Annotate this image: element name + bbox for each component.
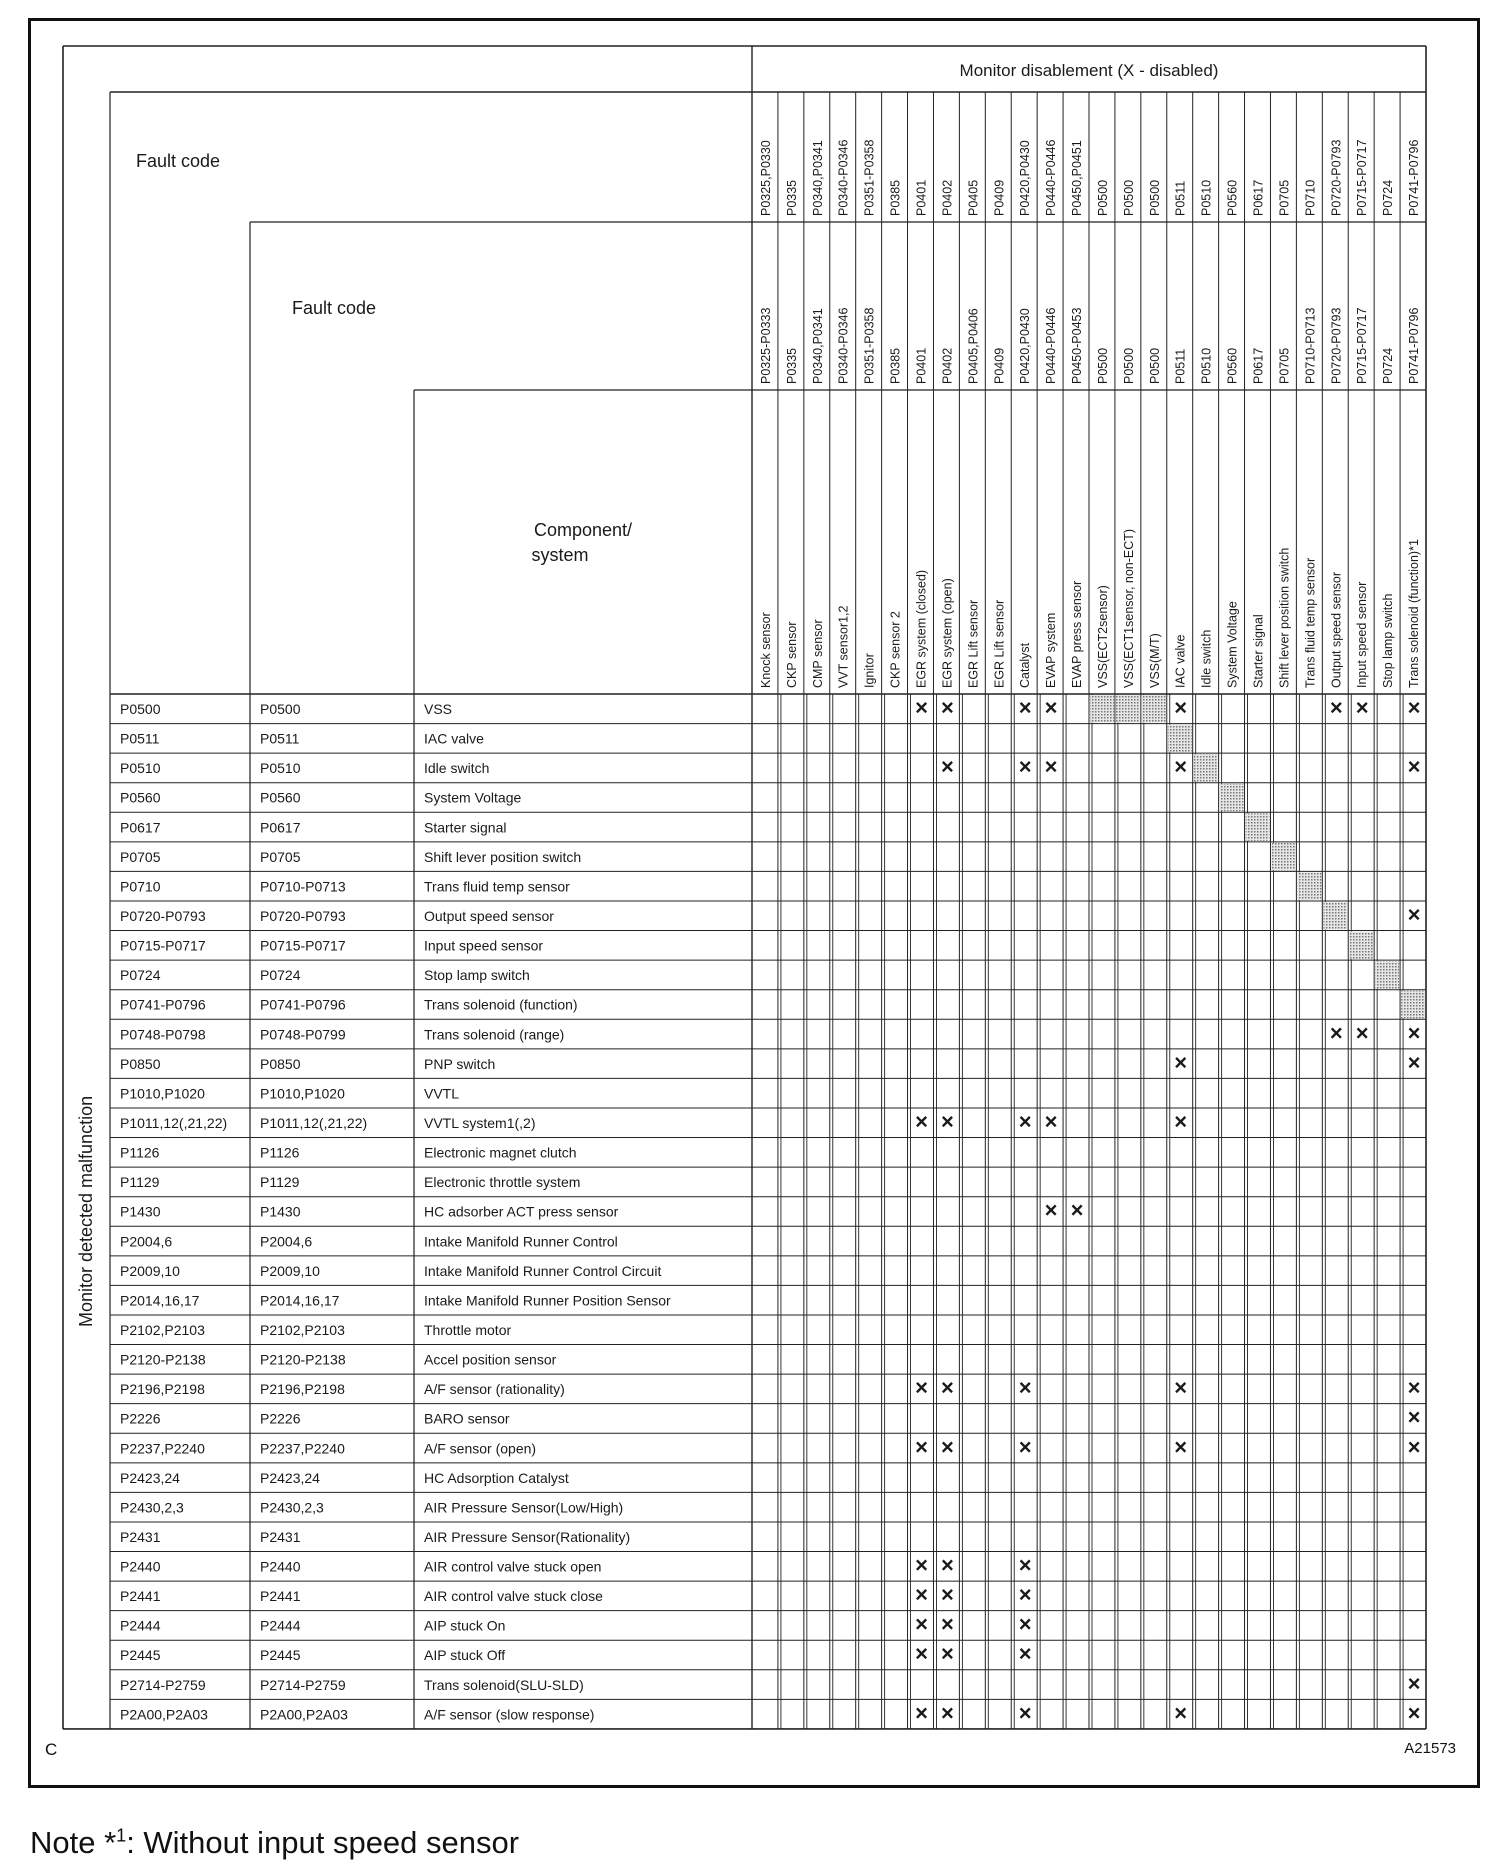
- disable-x-mark: ×: [1407, 695, 1421, 720]
- disable-x-mark: ×: [940, 1375, 954, 1401]
- shaded-cell: [1116, 695, 1140, 723]
- note-prefix: Note *: [30, 1825, 117, 1860]
- row-code-top: P2423,24: [120, 1469, 180, 1486]
- disable-x-mark: ×: [940, 754, 954, 780]
- col-code-top: P0385: [888, 179, 903, 216]
- col-component: CKP sensor: [784, 621, 799, 688]
- col-code-top: P0325,P0330: [758, 140, 773, 216]
- row-code-mid: P1010,P1020: [260, 1085, 345, 1102]
- col-code-top: P0420,P0430: [1018, 140, 1033, 216]
- col-component: Idle switch: [1199, 629, 1214, 688]
- row-code-top: P1129: [120, 1174, 160, 1191]
- disable-x-mark: ×: [1018, 1582, 1032, 1608]
- row-code-mid: P2A00,P2A03: [260, 1706, 348, 1723]
- shaded-cell: [1220, 784, 1244, 812]
- row-code-top: P0500: [120, 701, 161, 717]
- col-code-mid: P0340-P0346: [836, 307, 851, 384]
- row-component: Throttle motor: [424, 1321, 512, 1338]
- row-code-top: P0560: [120, 789, 161, 806]
- row-component: A/F sensor (open): [424, 1440, 537, 1457]
- row-component: Accel position sensor: [424, 1351, 557, 1368]
- row-component: AIR Pressure Sensor(Low/High): [424, 1499, 624, 1516]
- row-code-top: P2441: [120, 1588, 161, 1605]
- row-component: Output speed sensor: [424, 907, 554, 924]
- col-code-mid: P0402: [940, 347, 955, 384]
- col-code-top: P0401: [914, 179, 929, 216]
- disable-x-mark: ×: [1174, 695, 1188, 720]
- disable-x-mark: ×: [1018, 1611, 1032, 1637]
- row-code-mid: P2440: [260, 1558, 301, 1575]
- col-code-mid: P0409: [992, 347, 1007, 384]
- row-code-top: P2237,P2240: [120, 1440, 205, 1457]
- col-component: EVAP system: [1044, 612, 1059, 688]
- disable-x-mark: ×: [1018, 754, 1032, 780]
- figure-id-label: A21573: [1404, 1740, 1456, 1757]
- row-code-top: P2004,6: [120, 1233, 173, 1250]
- shaded-cell: [1271, 843, 1295, 871]
- row-code-top: P2009,10: [120, 1262, 180, 1279]
- disable-x-mark: ×: [940, 1700, 954, 1726]
- col-code-top: P0405: [966, 179, 981, 216]
- row-component: Electronic magnet clutch: [424, 1144, 577, 1161]
- row-code-mid: P1126: [260, 1144, 300, 1161]
- disable-x-mark: ×: [1018, 1641, 1032, 1667]
- row-code-top: P2431: [120, 1528, 161, 1545]
- col-code-mid: P0420,P0430: [1018, 308, 1033, 384]
- row-code-mid: P0850: [260, 1055, 301, 1072]
- disable-x-mark: ×: [1018, 1108, 1032, 1134]
- col-code-top: P0440-P0446: [1044, 139, 1059, 216]
- col-code-mid: P0500: [1147, 347, 1162, 384]
- shaded-cell: [1090, 695, 1114, 723]
- disable-x-mark: ×: [940, 695, 954, 720]
- col-code-mid: P0741-P0796: [1407, 307, 1422, 384]
- disable-x-mark: ×: [1174, 754, 1188, 780]
- disable-x-mark: ×: [940, 1108, 954, 1134]
- disable-x-mark: ×: [1407, 1404, 1421, 1430]
- row-labels: [120, 701, 671, 1722]
- row-component: Trans solenoid(SLU-SLD): [424, 1676, 584, 1693]
- col-code-top: P0409: [992, 179, 1007, 216]
- disable-x-mark: ×: [1070, 1197, 1084, 1223]
- row-code-top: P2014,16,17: [120, 1292, 200, 1309]
- disable-x-mark: ×: [1018, 1552, 1032, 1578]
- col-component: VSS(ECT2sensor): [1095, 585, 1110, 688]
- row-code-top: P0705: [120, 848, 161, 865]
- disable-x-mark: ×: [1407, 754, 1421, 780]
- row-code-top: P0724: [120, 967, 161, 984]
- component-heading-line1: Component/: [533, 520, 633, 540]
- row-code-top: P1011,12(,21,22): [120, 1114, 228, 1131]
- disable-x-mark: ×: [1174, 1434, 1188, 1460]
- disable-x-mark: ×: [1044, 1197, 1058, 1223]
- col-code-top: P0560: [1225, 179, 1240, 216]
- row-code-top: P0710: [120, 878, 161, 895]
- col-component: CMP sensor: [810, 619, 825, 688]
- col-code-top: P0335: [784, 179, 799, 216]
- row-code-top: P2445: [120, 1647, 161, 1664]
- disable-x-mark: ×: [1407, 1049, 1421, 1075]
- col-code-top: P0724: [1381, 179, 1396, 216]
- col-code-top: P0340-P0346: [836, 139, 851, 216]
- row-code-mid: P2196,P2198: [260, 1381, 345, 1398]
- row-component: Trans solenoid (function): [424, 996, 578, 1013]
- row-component: Intake Manifold Runner Control Circuit: [424, 1262, 662, 1279]
- col-component: Trans fluid temp sensor: [1303, 557, 1318, 688]
- disable-x-mark: ×: [915, 1611, 928, 1637]
- shaded-cell: [1323, 902, 1347, 930]
- row-code-mid: P0511: [260, 730, 300, 747]
- disable-x-mark: ×: [1355, 695, 1369, 720]
- row-component: Starter signal: [424, 819, 507, 836]
- col-component: EGR system (closed): [914, 569, 929, 688]
- col-component: CKP sensor 2: [888, 611, 903, 688]
- disable-x-mark: ×: [1174, 1108, 1188, 1134]
- row-code-top: P2102,P2103: [120, 1321, 205, 1338]
- row-component: Shift lever position switch: [424, 848, 582, 865]
- row-code-mid: P0741-P0796: [260, 996, 346, 1013]
- col-code-mid: P0710-P0713: [1303, 307, 1318, 384]
- row-code-mid: P1129: [260, 1174, 300, 1191]
- col-code-mid: P0385: [888, 347, 903, 384]
- col-component: Ignitor: [862, 653, 877, 688]
- row-code-mid: P0617: [260, 819, 301, 836]
- disable-x-mark: ×: [940, 1582, 954, 1608]
- row-component: AIR control valve stuck close: [424, 1588, 603, 1605]
- disable-x-mark: ×: [915, 1552, 928, 1578]
- disable-x-mark: ×: [1174, 1700, 1188, 1726]
- row-code-top: P2196,P2198: [120, 1381, 205, 1398]
- disable-x-mark: ×: [940, 1641, 954, 1667]
- row-component: VVTL system1(,2): [424, 1114, 536, 1131]
- shaded-cell: [1401, 991, 1425, 1019]
- col-code-mid: P0560: [1225, 347, 1240, 384]
- col-component: Input speed sensor: [1355, 581, 1370, 688]
- row-code-top: P2430,2,3: [120, 1499, 184, 1516]
- row-code-mid: P0710-P0713: [260, 878, 346, 895]
- col-component: VSS(ECT1sensor, non-ECT): [1121, 528, 1136, 688]
- col-code-top: P0402: [940, 179, 955, 216]
- disable-x-mark: ×: [915, 1582, 928, 1608]
- row-component: System Voltage: [424, 789, 522, 806]
- col-component: Shift lever position switch: [1277, 547, 1292, 688]
- row-component: Intake Manifold Runner Position Sensor: [424, 1292, 671, 1309]
- row-code-mid: P2102,P2103: [260, 1321, 345, 1338]
- disable-x-mark: ×: [915, 1434, 928, 1460]
- disable-x-mark: ×: [915, 1375, 928, 1401]
- col-component: Knock sensor: [758, 612, 773, 688]
- col-code-mid: P0405,P0406: [966, 308, 981, 384]
- row-component: A/F sensor (rationality): [424, 1381, 565, 1398]
- disable-x-mark: ×: [1044, 754, 1058, 780]
- disable-x-mark: ×: [915, 695, 928, 720]
- row-component: BARO sensor: [424, 1410, 510, 1427]
- disable-x-mark: ×: [1174, 1375, 1188, 1401]
- row-component: Intake Manifold Runner Control: [424, 1233, 618, 1250]
- row-code-mid: P0724: [260, 967, 301, 984]
- row-code-top: P0510: [120, 760, 161, 777]
- row-code-top: P2440: [120, 1558, 161, 1575]
- row-code-mid: P2714-P2759: [260, 1676, 346, 1693]
- note-superscript: 1: [116, 1825, 127, 1846]
- disable-x-mark: ×: [1018, 695, 1032, 720]
- row-code-mid: P0705: [260, 848, 301, 865]
- col-code-top: P0500: [1095, 179, 1110, 216]
- component-heading-line2: system: [531, 545, 589, 565]
- row-component: VSS: [424, 701, 453, 717]
- disable-x-mark: ×: [1018, 1434, 1032, 1460]
- col-component: IAC valve: [1173, 634, 1188, 688]
- col-code-mid: P0511: [1173, 348, 1188, 384]
- row-code-mid: P2430,2,3: [260, 1499, 324, 1516]
- disable-x-mark: ×: [1174, 1049, 1188, 1075]
- col-component: Starter signal: [1251, 614, 1266, 688]
- row-component: VVTL: [424, 1085, 460, 1102]
- row-code-mid: P2014,16,17: [260, 1292, 340, 1309]
- disable-x-mark: ×: [1329, 695, 1343, 720]
- col-code-mid: P0440-P0446: [1044, 307, 1059, 384]
- disable-x-mark: ×: [1044, 1108, 1058, 1134]
- row-code-top: P2226: [120, 1410, 161, 1427]
- shaded-cell: [1297, 872, 1321, 900]
- disable-x-mark: ×: [1407, 1700, 1421, 1726]
- disable-marks: [915, 695, 1420, 1725]
- shaded-cell: [1194, 754, 1218, 782]
- monitor-disablement-title: Monitor disablement (X - disabled): [959, 61, 1219, 80]
- col-code-mid: P0720-P0793: [1329, 307, 1344, 384]
- row-code-mid: P2009,10: [260, 1262, 320, 1279]
- col-code-mid: P0351-P0358: [862, 307, 877, 384]
- row-code-mid: P0715-P0717: [260, 937, 346, 954]
- row-code-mid: P1011,12(,21,22): [260, 1114, 368, 1131]
- row-code-mid: P2226: [260, 1410, 301, 1427]
- row-code-mid: P2444: [260, 1617, 301, 1634]
- col-code-top: P0500: [1147, 179, 1162, 216]
- disable-x-mark: ×: [1407, 1375, 1421, 1401]
- col-code-top: P0741-P0796: [1407, 139, 1422, 216]
- row-code-mid: P2004,6: [260, 1233, 313, 1250]
- disable-x-mark: ×: [940, 1611, 954, 1637]
- row-code-mid: P1430: [260, 1203, 301, 1220]
- disable-x-mark: ×: [1018, 1700, 1032, 1726]
- col-component: EGR Lift sensor: [966, 599, 981, 688]
- col-code-top: P0715-P0717: [1355, 139, 1370, 216]
- row-component: Trans solenoid (range): [424, 1026, 565, 1043]
- row-code-top: P1126: [120, 1144, 160, 1161]
- col-code-mid: P0500: [1121, 347, 1136, 384]
- row-code-mid: P0560: [260, 789, 301, 806]
- col-code-mid: P0510: [1199, 347, 1214, 384]
- col-code-top: P0450,P0451: [1070, 140, 1085, 216]
- col-component: Catalyst: [1018, 642, 1033, 688]
- row-code-mid: P2423,24: [260, 1469, 320, 1486]
- row-component: Stop lamp switch: [424, 967, 530, 984]
- row-code-mid: P2120-P2138: [260, 1351, 346, 1368]
- col-component: EGR system (open): [940, 578, 955, 688]
- col-code-mid: P0724: [1381, 347, 1396, 384]
- shaded-cells: [1090, 695, 1425, 1018]
- disable-x-mark: ×: [940, 1434, 954, 1460]
- row-code-top: P0741-P0796: [120, 996, 206, 1013]
- disable-x-mark: ×: [915, 1700, 928, 1726]
- col-component: VSS(M/T): [1147, 633, 1162, 688]
- row-code-top: P1430: [120, 1203, 161, 1220]
- fault-code-heading-top: Fault code: [136, 151, 221, 171]
- col-component: Output speed sensor: [1329, 571, 1344, 688]
- row-code-top: P2120-P2138: [120, 1351, 206, 1368]
- col-code-top: P0510: [1199, 179, 1214, 216]
- row-component: Trans fluid temp sensor: [424, 878, 570, 895]
- disable-x-mark: ×: [1044, 695, 1058, 720]
- row-code-mid: P2445: [260, 1647, 301, 1664]
- side-label: Monitor detected malfunction: [76, 1095, 96, 1328]
- col-code-mid: P0335: [784, 347, 799, 384]
- disable-x-mark: ×: [1407, 901, 1421, 927]
- note-text: : Without input speed sensor: [126, 1825, 520, 1860]
- row-code-top: P0720-P0793: [120, 907, 206, 924]
- row-code-top: P1010,P1020: [120, 1085, 205, 1102]
- col-component: VVT sensor1,2: [836, 605, 851, 688]
- row-component: A/F sensor (slow response): [424, 1706, 595, 1723]
- col-code-top: P0511: [1173, 180, 1188, 216]
- row-component: HC Adsorption Catalyst: [424, 1469, 569, 1486]
- disable-x-mark: ×: [1407, 1434, 1421, 1460]
- row-code-mid: P0720-P0793: [260, 907, 346, 924]
- row-component: Input speed sensor: [424, 937, 544, 954]
- col-code-mid: P0450-P0453: [1070, 307, 1085, 384]
- row-code-top: P2A00,P2A03: [120, 1706, 208, 1723]
- col-component: System Voltage: [1225, 601, 1240, 688]
- shaded-cell: [1246, 813, 1270, 841]
- disable-x-mark: ×: [940, 1552, 954, 1578]
- col-code-mid: P0325-P0333: [758, 307, 773, 384]
- disable-x-mark: ×: [915, 1641, 928, 1667]
- row-component: Electronic throttle system: [424, 1174, 581, 1191]
- shaded-cell: [1168, 725, 1192, 753]
- col-component: EGR Lift sensor: [992, 599, 1007, 688]
- row-component: AIR control valve stuck open: [424, 1558, 602, 1575]
- fault-code-heading-mid: Fault code: [292, 298, 377, 318]
- row-code-top: P0715-P0717: [120, 937, 206, 954]
- row-code-top: P2444: [120, 1617, 161, 1634]
- col-component: Trans solenoid (function)*1: [1407, 539, 1422, 688]
- col-code-mid: P0617: [1251, 347, 1266, 384]
- col-component: EVAP press sensor: [1070, 580, 1085, 688]
- shaded-cell: [1349, 932, 1373, 960]
- row-component: AIP stuck Off: [424, 1647, 506, 1664]
- row-code-top: P2714-P2759: [120, 1676, 206, 1693]
- row-code-mid: P2441: [260, 1588, 301, 1605]
- row-code-mid: P0510: [260, 760, 301, 777]
- row-component: Idle switch: [424, 760, 490, 777]
- col-code-mid: P0500: [1095, 347, 1110, 384]
- corner-label-left: C: [45, 1740, 58, 1759]
- row-code-top: P0748-P0798: [120, 1026, 206, 1043]
- row-code-mid: P0500: [260, 701, 301, 717]
- col-code-top: P0720-P0793: [1329, 139, 1344, 216]
- col-code-mid: P0401: [914, 347, 929, 384]
- col-code-top: P0500: [1121, 179, 1136, 216]
- col-code-top: P0351-P0358: [862, 139, 877, 216]
- row-code-mid: P2237,P2240: [260, 1440, 345, 1457]
- col-code-top: P0710: [1303, 179, 1318, 216]
- disable-x-mark: ×: [1407, 1670, 1421, 1696]
- disable-x-mark: ×: [915, 1108, 928, 1134]
- footnote: [30, 1825, 519, 1861]
- row-component: AIR Pressure Sensor(Rationality): [424, 1528, 631, 1545]
- col-component: Stop lamp switch: [1381, 593, 1396, 688]
- row-component: PNP switch: [424, 1055, 496, 1072]
- col-code-mid: P0715-P0717: [1355, 307, 1370, 384]
- row-code-mid: P0748-P0799: [260, 1026, 346, 1043]
- col-code-top: P0340,P0341: [810, 140, 825, 216]
- shaded-cell: [1142, 695, 1166, 723]
- row-code-top: P0511: [120, 730, 160, 747]
- row-code-top: P0850: [120, 1055, 161, 1072]
- row-component: HC adsorber ACT press sensor: [424, 1203, 619, 1220]
- disable-x-mark: ×: [1355, 1020, 1369, 1046]
- row-component: AIP stuck On: [424, 1617, 506, 1634]
- col-code-mid: P0340,P0341: [810, 308, 825, 384]
- row-code-top: P0617: [120, 819, 161, 836]
- col-code-top: P0617: [1251, 179, 1266, 216]
- disable-x-mark: ×: [1018, 1375, 1032, 1401]
- shaded-cell: [1375, 961, 1399, 989]
- row-component: IAC valve: [424, 730, 484, 747]
- disable-x-mark: ×: [1407, 1020, 1421, 1046]
- col-code-top: P0705: [1277, 179, 1292, 216]
- row-code-mid: P2431: [260, 1528, 301, 1545]
- disable-x-mark: ×: [1329, 1020, 1343, 1046]
- col-code-mid: P0705: [1277, 347, 1292, 384]
